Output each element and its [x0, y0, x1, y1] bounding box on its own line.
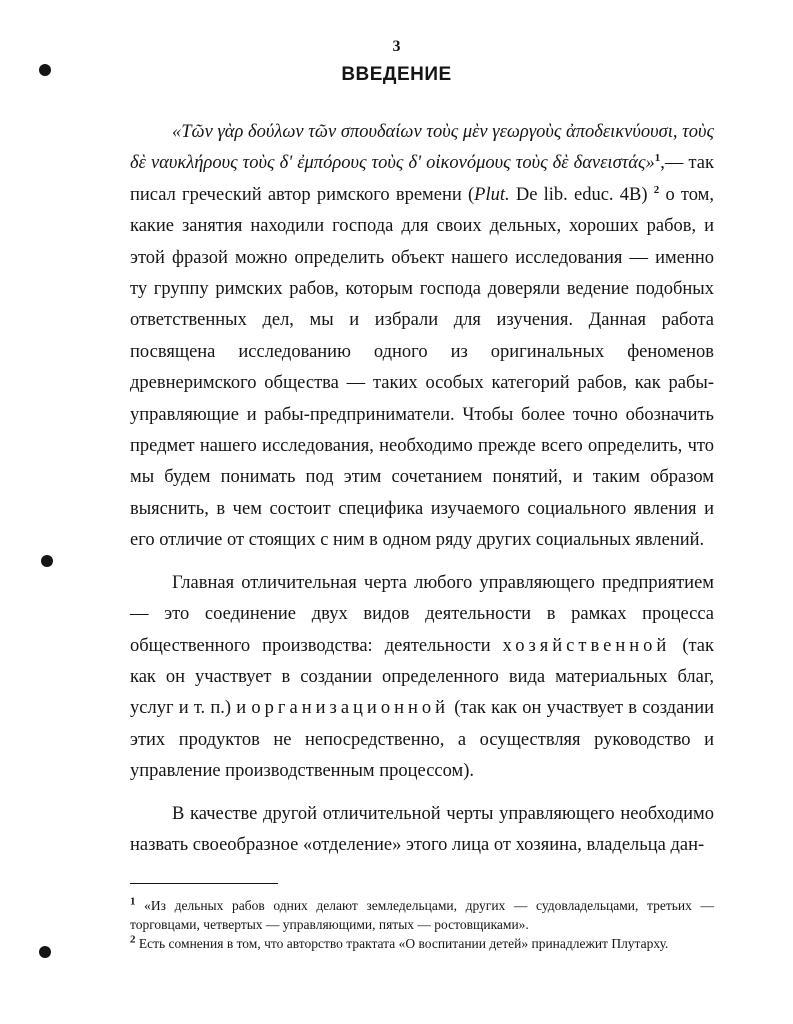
- quote-attribution: ,— так писал греческий автор римского времени (: [130, 153, 714, 205]
- paragraph-2: [130, 568, 714, 788]
- page-title: ВВЕДЕНИЕ: [341, 64, 452, 85]
- paragraph-2-text-b: (так как он участвует в создании определенного вида материальных благ, услуг и т. п.) и: [130, 635, 714, 719]
- footnote-1: [130, 896, 714, 934]
- footnotes: [130, 896, 714, 953]
- paragraph-1-text: о том, какие занятия находили господа для своих дельных, хороших рабов, и этой фразой можно определить объект нашего исследования — именно ту группу римских рабов, которым господа доверяли ведение подобных ответственных дел, мы и избрали для изучения. Данная работа посвящена исследованию одного из оригинальных феноменов древнеримского общества — таких особых категорий рабов, как рабы-управляющие и рабы-предприниматели. Чтобы более точно обозначить предмет нашего исследования, необходимо прежде всего определить, что мы будем понимать под этим сочетанием понятий, и таким образом выяснить, в чем состоит специфика изучаемого социального явления и его отличие от стоящих с ним в одном ряду других социальных явлений.: [130, 184, 715, 551]
- paragraph-1: [130, 117, 714, 557]
- footnote-text: «Из дельных рабов одних делают земледельцами, других — судовладельцами, третьих — торговцами, четвертых — управляющими, пятых — ростовщиками».: [130, 898, 714, 932]
- footnote-ref-1[interactable]: 1: [654, 152, 661, 165]
- body-text: [130, 117, 714, 872]
- footnote-text: Есть сомнения в том, что авторство трактата «О воспитании детей» принадлежит Плутарху.: [135, 936, 669, 951]
- footnote-divider: [130, 883, 278, 884]
- paragraph-2-text-a: Главная отличительная черта любого управляющего предприятием — это соединение двух видов деятельности в рамках процесса общественного производства: деятельности: [130, 572, 714, 656]
- binder-hole-dot: [39, 64, 51, 76]
- footnote-2: [130, 934, 714, 953]
- citation: De lib. educ. 4B): [509, 184, 648, 205]
- emphasis-spaced: организационной: [251, 698, 450, 719]
- page-number: 3: [392, 38, 401, 55]
- footnote-marker: 2: [130, 933, 136, 946]
- paragraph-3: [130, 799, 714, 862]
- author-abbrev: Plut.: [474, 184, 510, 205]
- footnote-ref-2[interactable]: 2: [653, 183, 660, 196]
- paragraph-3-text: В качестве другой отличительной черты управляющего необходимо назвать своеобразное «отделение» этого лица от хозяина, владельца дан-: [130, 803, 714, 855]
- emphasis-spaced: хозяйственной: [502, 635, 671, 656]
- footnote-marker: 1: [130, 895, 136, 908]
- paragraph-2-text-c: (так как он участвует в создании этих продуктов не непосредственно, а осуществляя руководство и управление производственным процессом).: [130, 698, 714, 782]
- greek-quote: «Τῶν γὰρ δούλων τῶν σπουδαίων τοὺς μὲν γεωργοὺς ἀποδεικνύουσι, τοὺς δὲ ναυκλήρους τοὺς δ' ἐμπόρους τοὺς δ' οἰκονόμους τοὺς δὲ δανειστάς»: [130, 122, 714, 174]
- binder-hole-dot: [41, 555, 53, 567]
- binder-hole-dot: [39, 946, 51, 958]
